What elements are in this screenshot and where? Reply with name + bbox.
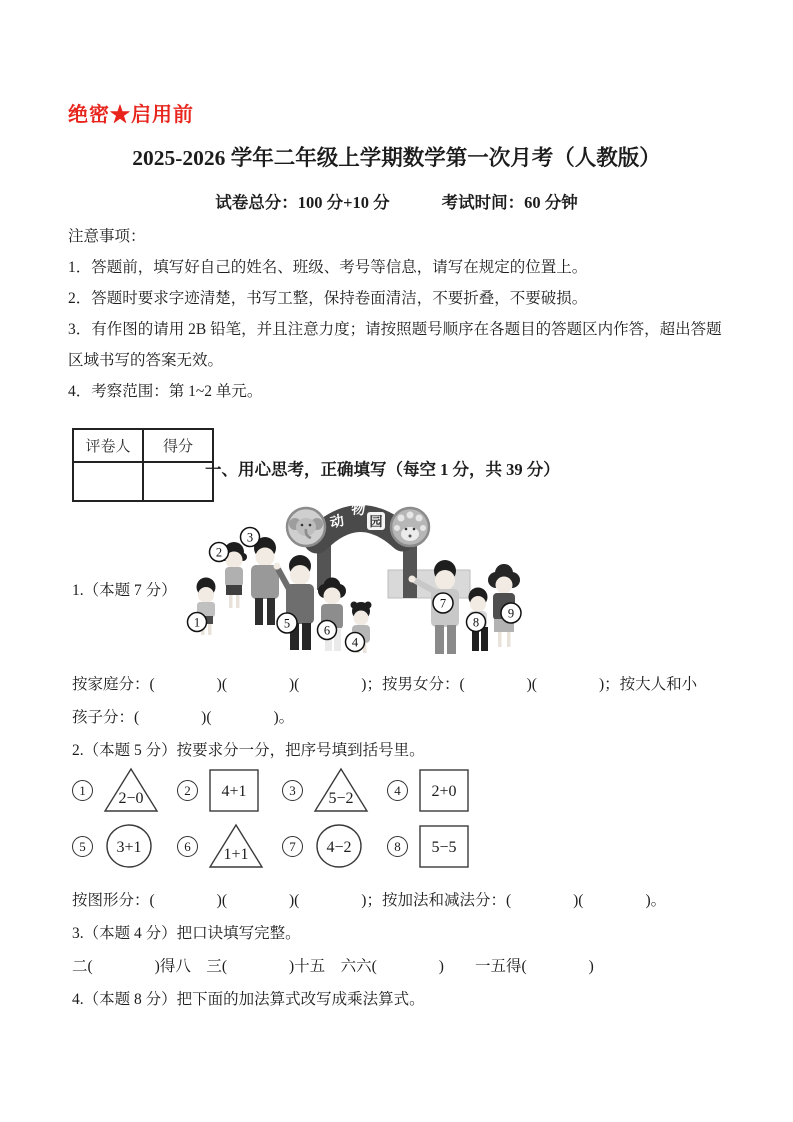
grader-header-cell: 评卷人	[73, 429, 143, 462]
score-table	[72, 428, 214, 502]
person-7-number: 7	[439, 596, 447, 611]
notice-item-2: 2．答题时要求字迹清楚，书写工整，保持卷面清洁，不要折叠，不要破损。	[68, 290, 588, 307]
circled-number-4: 4	[387, 780, 408, 801]
circle-shape	[102, 822, 156, 870]
q2-item-2	[177, 766, 282, 814]
q2-blanks-line: 按图形分：( )( )( )；按加法和减法分：( )( )。	[72, 892, 667, 909]
circled-number-7: 7	[282, 836, 303, 857]
q1-blanks-line2: 孩子分：( )( )。	[72, 709, 295, 726]
zoo-illustration	[186, 496, 542, 664]
page-title: 2025-2026 学年二年级上学期数学第一次月考（人教版）	[132, 146, 661, 170]
triangle-shape	[102, 766, 160, 814]
giraffe-medallion	[391, 508, 429, 546]
person-boy-8	[467, 588, 489, 652]
zoo-sign-char-2: 物	[350, 502, 366, 519]
q2-item-6	[177, 822, 282, 870]
circled-number-1: 1	[72, 780, 93, 801]
person-4-number: 4	[351, 635, 359, 650]
circled-number-8: 8	[387, 836, 408, 857]
notice-item-1: 1．答题前，填写好自己的姓名、班级、考号等信息，请写在规定的位置上。	[68, 259, 588, 276]
notice-item-4: 4．考察范围：第 1~2 单元。	[68, 383, 263, 400]
q2-expr-1: 2−0	[118, 790, 144, 807]
person-woman-9	[488, 564, 521, 647]
person-woman-2	[210, 542, 248, 608]
zoo-sign-char-3: 园	[369, 514, 383, 529]
person-girl-4	[346, 602, 372, 654]
person-2-number: 2	[215, 545, 223, 560]
q1-blanks-line1: 按家庭分：( )( )( )；按男女分：( )( )；按大人和小	[72, 676, 698, 693]
total-score-label: 试卷总分：100 分+10 分	[215, 193, 390, 212]
person-boy-1	[188, 578, 216, 636]
person-3-number: 3	[246, 530, 254, 545]
zoo-sign-char-1: 动	[328, 513, 346, 532]
q3-blanks-line: 二( )得八 三( )十五 六六( ) 一五得( )	[72, 958, 594, 975]
q2-expr-3: 5−2	[328, 790, 354, 807]
exam-meta	[0, 189, 793, 213]
circled-number-5: 5	[72, 836, 93, 857]
exam-time-label: 考试时间：60 分钟	[441, 193, 578, 212]
q2-item-4	[387, 766, 492, 814]
elephant-medallion	[287, 508, 325, 546]
circled-number-3: 3	[282, 780, 303, 801]
q2-label: 2.（本题 5 分）按要求分一分，把序号填到括号里。	[72, 742, 425, 759]
grader-blank-cell	[73, 462, 143, 501]
person-man-3	[241, 528, 280, 626]
person-5-number: 5	[283, 616, 291, 631]
triangle-shape	[207, 822, 265, 870]
triangle-shape	[312, 766, 370, 814]
q2-expr-6: 1+1	[223, 846, 249, 863]
person-woman-6	[318, 578, 347, 652]
q2-item-3	[282, 766, 387, 814]
q1-label: 1.（本题 7 分）	[72, 582, 177, 599]
q2-item-1	[72, 766, 177, 814]
q2-expr-2: 4+1	[221, 783, 247, 800]
section1-heading: 一、用心思考，正确填写（每空 1 分，共 39 分）	[205, 460, 560, 479]
q2-expr-8: 5−5	[431, 839, 457, 856]
q2-expr-5: 3+1	[116, 839, 142, 856]
q3-label: 3.（本题 4 分）把口诀填写完整。	[72, 925, 301, 942]
q2-item-8	[387, 822, 492, 870]
person-man-5	[274, 555, 315, 650]
score-header-cell: 得分	[143, 429, 213, 462]
classified-banner: 绝密★启用前	[68, 104, 194, 126]
notice-heading: 注意事项：	[68, 228, 146, 245]
circled-number-2: 2	[177, 780, 198, 801]
person-9-number: 9	[507, 606, 515, 621]
circled-number-6: 6	[177, 836, 198, 857]
person-1-number: 1	[193, 615, 201, 630]
square-shape	[417, 822, 471, 870]
q2-expr-4: 2+0	[431, 783, 457, 800]
q2-item-5	[72, 822, 177, 870]
q2-shape-row-1	[72, 766, 552, 814]
person-6-number: 6	[323, 623, 331, 638]
person-8-number: 8	[472, 615, 480, 630]
square-shape	[417, 766, 471, 814]
circle-shape	[312, 822, 366, 870]
square-shape	[207, 766, 261, 814]
q2-shape-grid	[72, 766, 552, 870]
notice-section	[68, 221, 732, 407]
notice-item-3: 3．有作图的请用 2B 铅笔，并且注意力度；请按照题号顺序在各题目的答题区内作答，超出答题区域书写的答案无效。	[68, 321, 722, 369]
q2-shape-row-2	[72, 822, 552, 870]
q2-item-7	[282, 822, 387, 870]
q2-expr-7: 4−2	[326, 839, 352, 856]
q4-label: 4.（本题 8 分）把下面的加法算式改写成乘法算式。	[72, 991, 425, 1008]
